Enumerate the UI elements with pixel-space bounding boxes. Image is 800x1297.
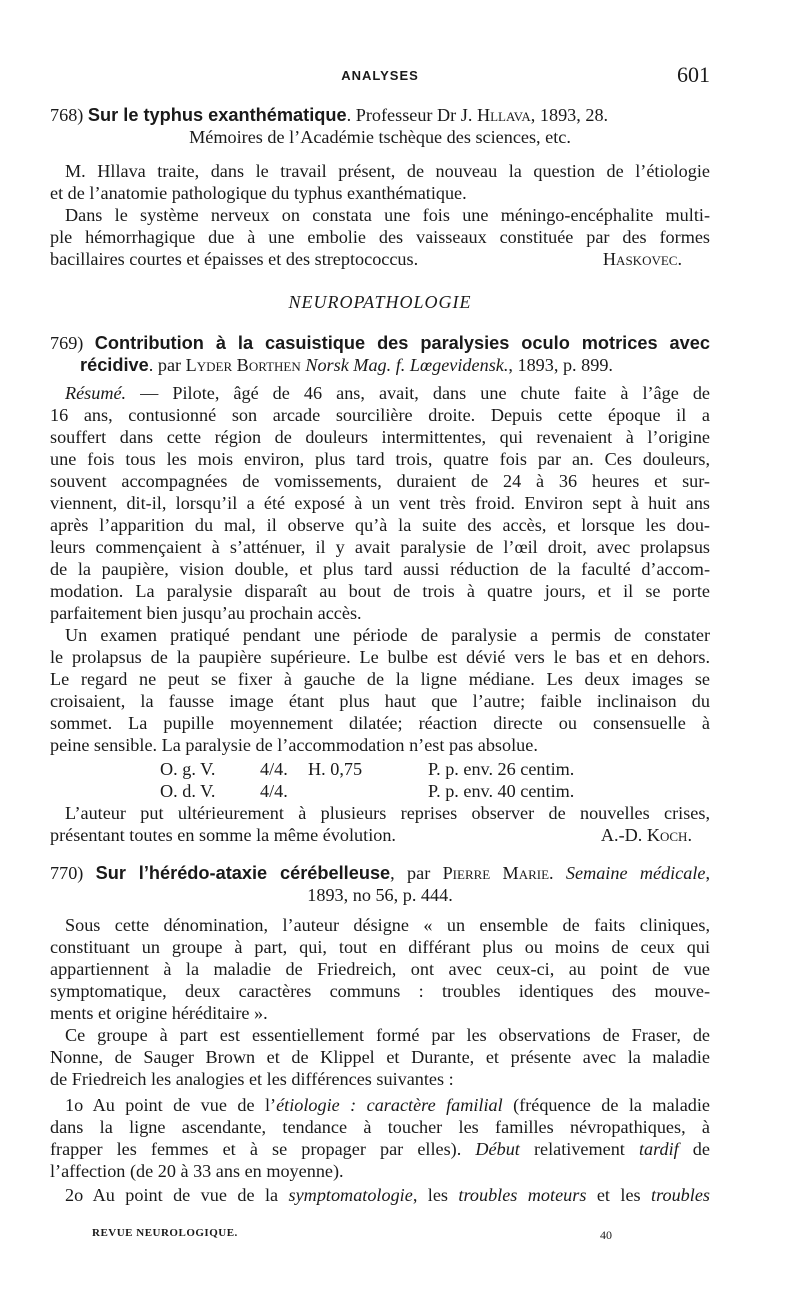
article-769-author: Lyder Borthen — [185, 355, 301, 375]
section-heading: NEUROPATHOLOGIE — [288, 292, 472, 312]
article-770-text-line: l’affection (de 20 à 33 ans en moyenne). — [50, 1161, 344, 1181]
vision-eye: O. d. V. — [160, 781, 216, 801]
vision-row — [160, 758, 574, 780]
article-770-text-line: de Friedreich les analogies et les différences suivantes : — [50, 1069, 454, 1089]
article-769-text-line: L’auteur put ultérieurement à plusieurs reprises observer de nouvelles crises, — [65, 803, 710, 823]
article-768-source: Mémoires de l’Académie tschèque des sciences, etc. — [189, 127, 571, 147]
article-769-text-line: souvent accompagnées de vomissements, duraient de 24 à 36 heures et sur- — [50, 471, 710, 491]
vision-row — [160, 780, 574, 802]
article-769-text-line: sommet. La pupille moyennement dilatée; réaction directe ou consensuelle à — [50, 713, 710, 733]
article-770-text-line: ments et origine héréditaire ». — [50, 1003, 268, 1023]
article-770-text-line: Nonne, de Sauger Brown et de Klippel et Durante, et présente avec la maladie — [50, 1047, 710, 1067]
article-768-heading: 768) Sur le typhus exanthématique. Professeur Dr J. Hllava, 1893, 28. — [50, 105, 609, 125]
article-770-item-1: 1o Au point de vue de l’étiologie : caractère familial (fréquence de la maladie — [65, 1095, 710, 1115]
article-768-number: 768) — [50, 105, 84, 125]
vision-near-point: P. p. env. 40 centim. — [428, 781, 575, 801]
article-770-heading: 770) Sur l’hérédo-ataxie cérébelleuse, par Pierre Marie. Semaine médicale, — [50, 863, 711, 883]
article-769-number: 769) — [50, 333, 84, 353]
article-769-text-line: Le regard ne peut se fixer à gauche de la ligne médiane. Les deux images se — [50, 669, 710, 689]
footer-signature-mark: 40 — [600, 1228, 612, 1242]
article-769-text-line: le prolapsus de la paupière supérieure. Le bulbe est dévié vers le bas et en dehors. — [50, 647, 710, 667]
article-769-text-line: viennent, dit-il, lorsqu’il a été exposé à un vent très froid. Environ sept à huit ans — [50, 493, 710, 513]
article-769-title-line — [50, 332, 710, 354]
article-769-last-line: présentant toutes en somme la même évolution. A.-D. Koch. — [50, 825, 692, 845]
article-770-title: Sur l’hérédo-ataxie cérébelleuse — [95, 863, 391, 883]
article-768-text-line: M. Hllava traite, dans le travail présent, de nouveau la question de l’étiologie — [65, 161, 710, 181]
article-768-text-line: et de l’anatomie pathologique du typhus exanthématique. — [50, 183, 467, 203]
article-769-title-line-2: récidive. par Lyder Borthen Norsk Mag. f. Lœgevidensk., 1893, p. 899. — [80, 355, 613, 375]
article-769-text-line: modation. La paralysie disparaît au bout de trois à quatre jours, et il se porte — [50, 581, 710, 601]
article-770-text-line: symptomatique, deux caractères communs : troubles identiques des mouve- — [50, 981, 710, 1001]
article-769-signature: A.-D. Koch. — [600, 825, 692, 845]
article-770-text-line: frapper les femmes et à se propager par elles). Début relativement tardif de — [50, 1139, 710, 1159]
article-769-text-line: 16 ans, contusionné son arcade sourcilière droite. Depuis cette époque il a — [50, 405, 710, 425]
article-769-text-line: leurs commençaient à s’atténuer, il y avait paralysie de l’œil droit, avec prolapsus — [50, 537, 710, 557]
article-769-text-line: une fois tous les mois environ, plus tard trois, quatre fois par an. Ces douleurs, — [50, 449, 710, 469]
article-770-text-line: Sous cette dénomination, l’auteur désigne « un ensemble de faits cliniques, — [65, 915, 710, 935]
article-768-last-line: bacillaires courtes et épaisses et des streptococcus. Haskovec. — [50, 249, 682, 269]
running-title: ANALYSES — [341, 68, 419, 83]
article-768-text-line: Dans le système nerveux on constata une fois une méningo-encéphalite multi- — [65, 205, 710, 225]
article-770-text-line: dans la ligne ascendante, tendance à toucher les familles névropathiques, à — [50, 1117, 710, 1137]
article-770-author: Pierre Marie — [442, 863, 550, 883]
article-769-text-line: Un examen pratiqué pendant une période de paralysie a permis de constater — [65, 625, 710, 645]
resume-label: Résumé. — [65, 383, 127, 403]
page-number: 601 — [677, 62, 710, 87]
article-769-text-line: Résumé. — Pilote, âgé de 46 ans, avait, dans une chute faite à l’âge de — [65, 383, 710, 403]
article-769-text-line: après l’apparition du mal, il observe qu’à la suite des accès, et lorsque les dou- — [50, 515, 710, 535]
article-770-source: 1893, no 56, p. 444. — [307, 885, 453, 905]
article-769-text-line: de la paupière, vision double, et plus tard aussi réduction de la faculté d’accom- — [50, 559, 710, 579]
article-768-author: Hllava — [476, 105, 531, 125]
article-768-text-line: ple hémorrhagique due à une embolie des vaisseaux constituée par des formes — [50, 227, 710, 247]
vision-acuity: 4/4. — [260, 759, 288, 779]
article-768-signature: Haskovec. — [602, 249, 682, 269]
article-770-number: 770) — [50, 863, 84, 883]
article-769-title: Contribution à la casuistique des paralysies oculo motrices avec — [94, 333, 710, 353]
vision-near-point: P. p. env. 26 centim. — [428, 759, 575, 779]
footer-journal-name: REVUE NEUROLOGIQUE. — [92, 1227, 238, 1239]
article-770-journal: Semaine médicale — [565, 863, 706, 883]
article-769-text-line: souffert dans cette région de douleurs intermittentes, qui revenaient à l’origine — [50, 427, 710, 447]
page-header — [50, 62, 710, 92]
article-769-text-line: peine sensible. La paralysie de l’accommodation n’est pas absolue. — [50, 735, 538, 755]
article-768-title: Sur le typhus exanthématique — [87, 105, 347, 125]
article-769-journal: Norsk Mag. f. Lœgevidensk. — [305, 355, 509, 375]
article-770-item-2: 2o Au point de vue de la symptomatologie, les troubles moteurs et les troubles — [65, 1185, 710, 1205]
article-769-text-line: parfaitement bien jusqu’au prochain accès. — [50, 603, 362, 623]
article-770-text-line: Ce groupe à part est essentiellement formé par les observations de Fraser, de — [65, 1025, 710, 1045]
vision-acuity: 4/4. — [260, 781, 288, 801]
vision-eye: O. g. V. — [160, 759, 216, 779]
article-769-text-line: croisaient, la fausse image étant plus haut que l’autre; faible inclinaison du — [50, 691, 710, 711]
vision-hypermetropia: H. 0,75 — [308, 759, 363, 779]
article-770-text-line: appartiennent à la maladie de Friedreich, ont avec ceux-ci, au point de vue — [50, 959, 710, 979]
article-770-text-line: constituant un groupe à part, qui, tout en différant plus ou moins de ceux qui — [50, 937, 710, 957]
